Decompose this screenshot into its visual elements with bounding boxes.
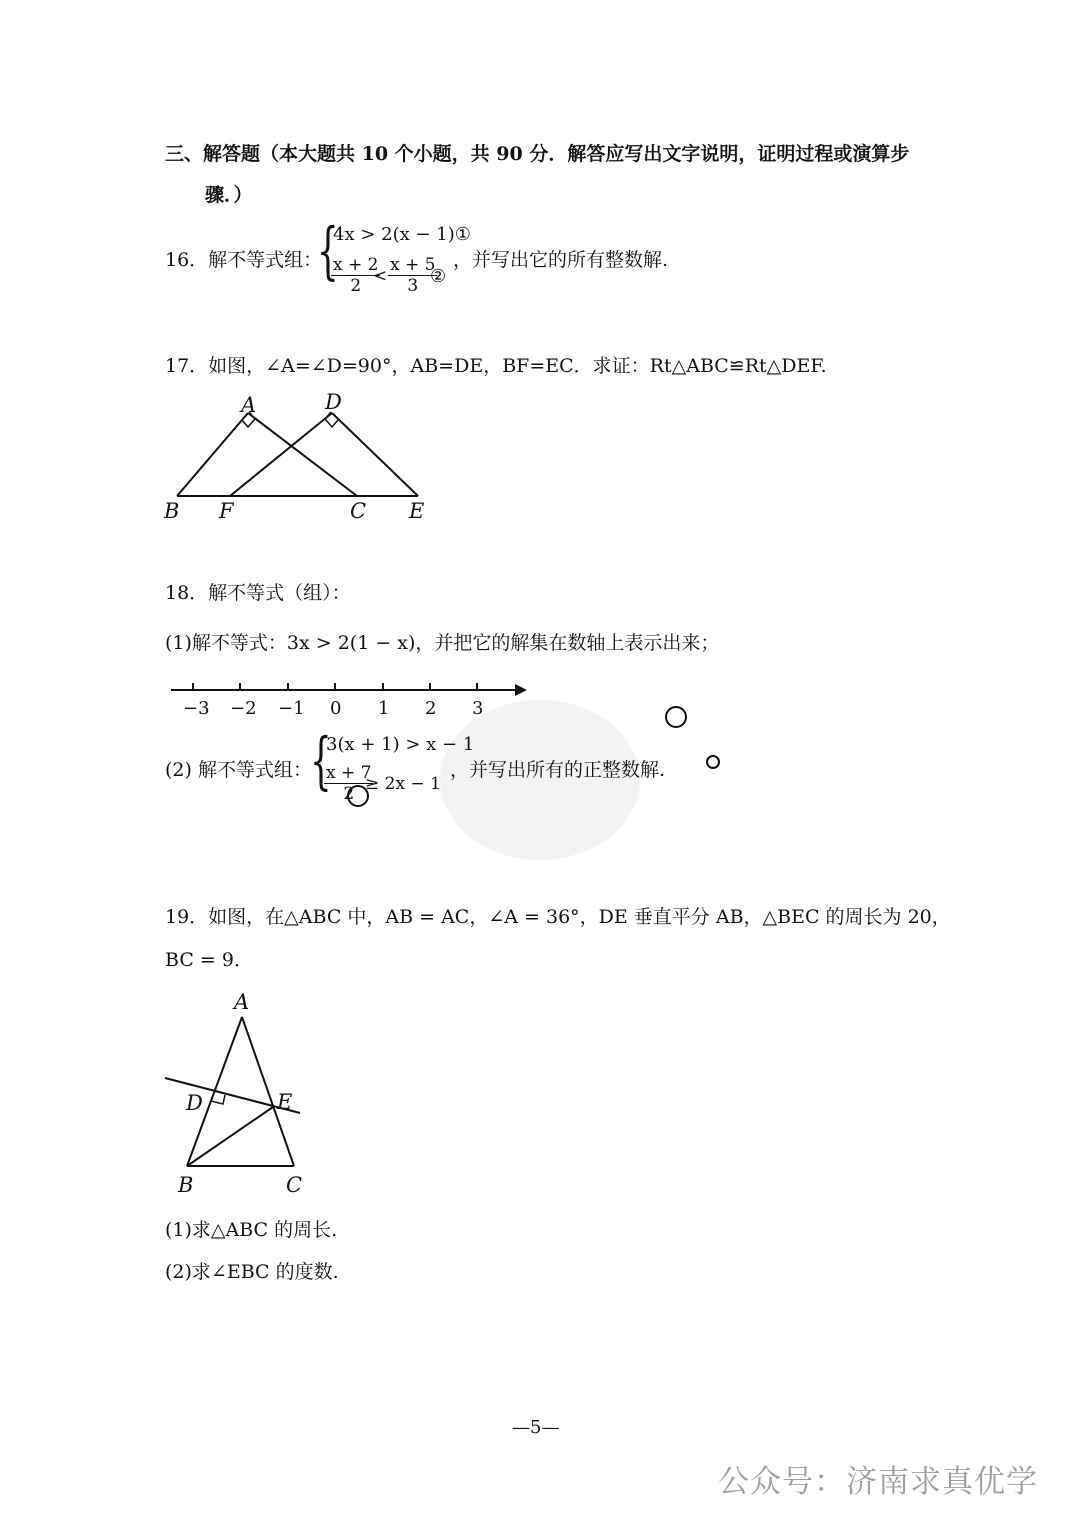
- q17-label-f: F: [219, 499, 234, 523]
- q16-fraction-1-numerator: x + 2: [333, 255, 379, 275]
- q16-fraction-1-denominator: 2: [350, 276, 362, 296]
- number-line-label: 0: [330, 698, 342, 719]
- q18-brace: {: [310, 724, 332, 797]
- number-line-label: −3: [183, 698, 210, 719]
- q18-inequality-2-rest: ≥ 2x − 1: [365, 774, 441, 794]
- q17-label-d: D: [325, 390, 342, 414]
- q17-text: 17．如图，∠A=∠D=90°，AB=DE，BF=EC．求证：Rt△ABC≌Rt△DEF.: [165, 355, 827, 377]
- q19-label-d: D: [186, 1091, 203, 1115]
- q16-less-than: <: [373, 266, 388, 286]
- q18-fraction-denominator: 2: [343, 784, 355, 804]
- q19-line2: BC = 9．: [165, 949, 253, 971]
- q16-suffix: ，并写出它的所有整数解.: [453, 249, 669, 271]
- q17-label-b: B: [164, 499, 180, 523]
- q16-fraction-2-denominator: 3: [407, 276, 419, 296]
- number-line-label: 1: [378, 698, 390, 719]
- page-number: —5—: [512, 1417, 560, 1438]
- q19-label-b: B: [178, 1173, 194, 1197]
- number-line-label: −2: [230, 698, 257, 719]
- q19-label-c: C: [286, 1173, 303, 1197]
- q19-line1: 19．如图，在△ABC 中，AB = AC，∠A = 36°，DE 垂直平分 AB，△BEC 的周长为 20，: [165, 906, 951, 928]
- q18-title: 18．解不等式（组）：: [165, 582, 351, 604]
- q16-fraction-2-numerator: x + 5: [390, 255, 436, 275]
- q18-part2-suffix: ，并写出所有的正整数解.: [450, 759, 666, 781]
- q16-inequality-1: 4x > 2(x − 1)①: [333, 224, 471, 245]
- q17-label-e: E: [409, 499, 425, 523]
- q18-part2-prefix: (2) 解不等式组：: [165, 759, 312, 781]
- q17-label-c: C: [350, 499, 367, 523]
- number-line-label: 2: [425, 698, 437, 719]
- q19-part1: (1)求△ABC 的周长.: [165, 1219, 338, 1241]
- artifact-circle: [707, 756, 719, 768]
- q17-label-a: A: [241, 393, 257, 417]
- q18-fraction-numerator: x + 7: [326, 763, 372, 783]
- watermark: 公众号：济南求真优学: [718, 1464, 1038, 1500]
- q16-brace: {: [317, 214, 339, 287]
- section-title-line2: 骤．）: [205, 184, 253, 206]
- q18-inequality-1: 3(x + 1) > x − 1: [326, 734, 475, 755]
- q19-label-a: A: [234, 990, 250, 1014]
- number-line-label: −1: [278, 698, 305, 719]
- q19-part2: (2)求∠EBC 的度数.: [165, 1261, 339, 1283]
- q19-label-e: E: [277, 1090, 293, 1114]
- number-line-label: 3: [472, 698, 484, 719]
- q19-figure: [160, 985, 320, 1200]
- q18-part1: (1)解不等式：3x > 2(1 − x)，并把它的解集在数轴上表示出来；: [165, 632, 720, 654]
- q19-segment-be: [187, 1107, 273, 1166]
- q16-prefix: 16．解不等式组：: [165, 249, 323, 271]
- artifact-circle: [666, 707, 686, 727]
- section-title-line1: 三、解答题（本大题共 10 个小题，共 90 分．解答应写出文字说明，证明过程或演算步: [165, 143, 910, 165]
- q16-mark-2: ②: [430, 266, 447, 287]
